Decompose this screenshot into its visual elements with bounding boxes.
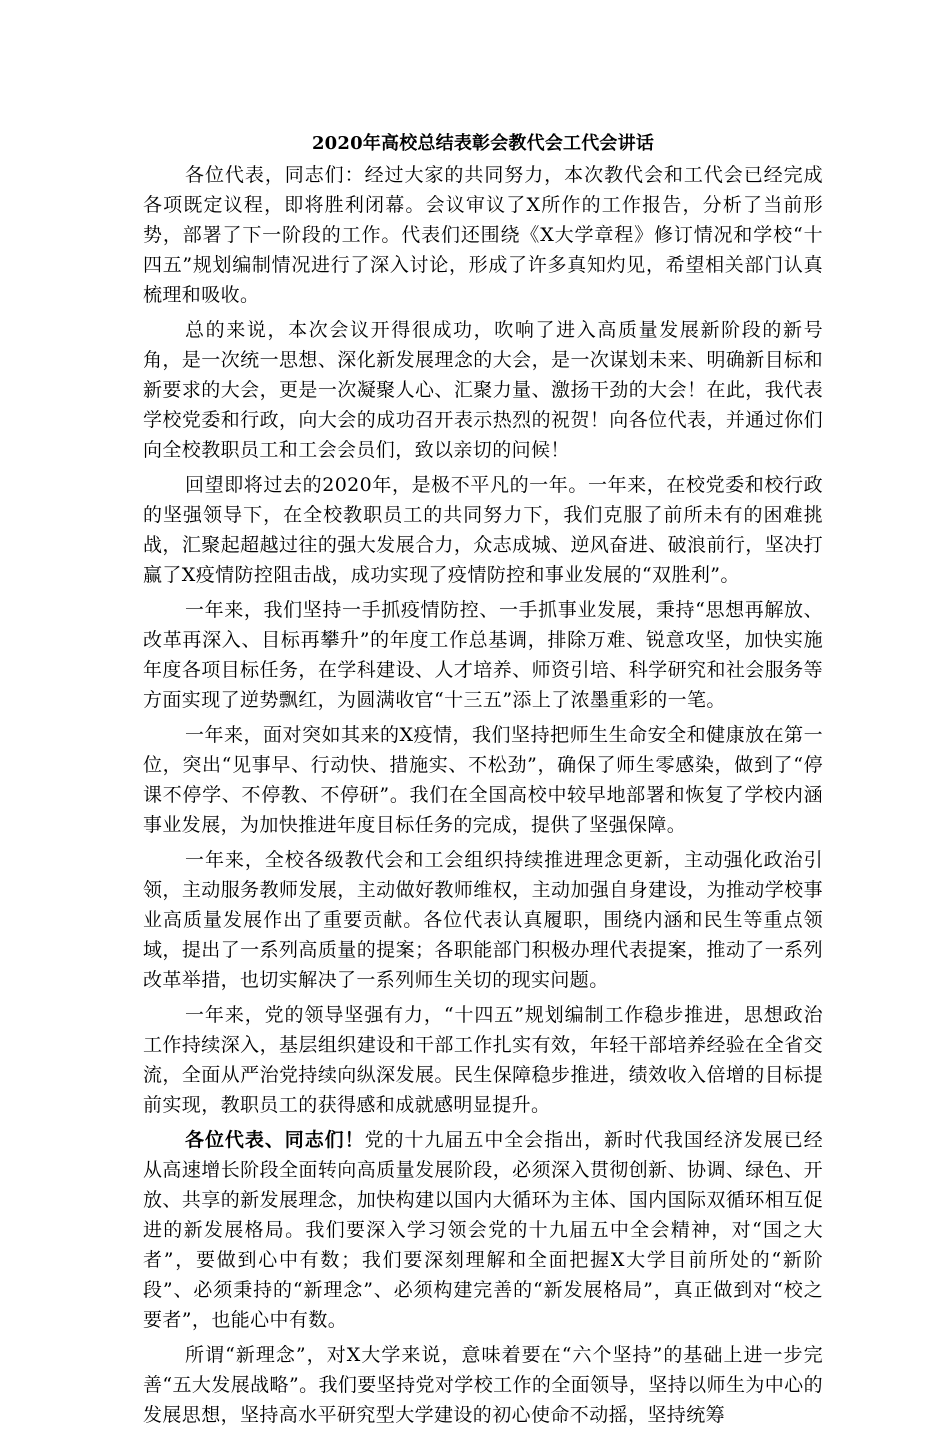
- paragraph-lead-bold: 各位代表、同志们！: [185, 1129, 365, 1151]
- paragraph: [143, 470, 823, 590]
- paragraph: [143, 1340, 823, 1430]
- paragraph-text: 回望即将过去的2020年，是极不平凡的一年。一年来，在校党委和校行政的坚强领导下，在全校教职员工的共同努力下，我们克服了前所未有的困难挑战，汇聚起超越过往的强大发展合力，众志成城、逆风奋进、破浪前行，坚决打赢了X疫情防控阻击战，成功实现了疫情防控和事业发展的“双胜利”。: [143, 474, 823, 586]
- paragraph: [143, 845, 823, 995]
- document-title: 2020年高校总结表彰会教代会工代会讲话: [311, 133, 655, 154]
- paragraph-text: 一年来，我们坚持一手抓疫情防控、一手抓事业发展，秉持“思想再解放、改革再深入、目标再攀升”的年度工作总基调，排除万难、锐意攻坚，加快实施年度各项目标任务，在学科建设、人才培养、师资引培、科学研究和社会服务等方面实现了逆势飘红，为圆满收官“十三五”添上了浓墨重彩的一笔。: [143, 599, 823, 711]
- paragraph: [143, 720, 823, 840]
- paragraph-text: 一年来，党的领导坚强有力，“十四五”规划编制工作稳步推进，思想政治工作持续深入，基层组织建设和干部工作扎实有效，年轻干部培养经验在全省交流，全面从严治党持续向纵深发展。民生保障稳步推进，绩效收入倍增的目标提前实现，教职员工的获得感和成就感明显提升。: [143, 1004, 823, 1116]
- paragraph: [143, 160, 823, 310]
- paragraph-text: 所谓“新理念”，对X大学来说，意味着要在“六个坚持”的基础上进一步完善“五大发展战略”。我们要坚持党对学校工作的全面领导，坚持以师生为中心的发展思想，坚持高水平研究型大学建设的初心使命不动摇，坚持统筹: [143, 1344, 823, 1426]
- paragraph-text: 一年来，全校各级教代会和工会组织持续推进理念更新，主动强化政治引领，主动服务教师发展，主动做好教师维权，主动加强自身建设，为推动学校事业高质量发展作出了重要贡献。各位代表认真履职，围绕内涵和民生等重点领域，提出了一系列高质量的提案；各职能部门积极办理代表提案，推动了一系列改革举措，也切实解决了一系列师生关切的现实问题。: [143, 849, 823, 991]
- paragraph-text: 各位代表，同志们：经过大家的共同努力，本次教代会和工代会已经完成各项既定议程，即将胜利闭幕。会议审议了X所作的工作报告，分析了当前形势，部署了下一阶段的工作。代表们还围绕《X大学章程》修订情况和学校“十四五”规划编制情况进行了深入讨论，形成了许多真知灼见，希望相关部门认真梳理和吸收。: [143, 164, 823, 306]
- paragraph: [143, 1000, 823, 1120]
- paragraph-text: 一年来，面对突如其来的X疫情，我们坚持把师生生命安全和健康放在第一位，突出“见事早、行动快、措施实、不松劲”，确保了师生零感染，做到了“停课不停学、不停教、不停研”。我们在全国高校中较早地部署和恢复了学校内涵事业发展，为加快推进年度目标任务的完成，提供了坚强保障。: [143, 724, 823, 836]
- paragraph: [143, 595, 823, 715]
- paragraph: [143, 315, 823, 465]
- paragraph: [143, 1125, 823, 1335]
- document-body: [143, 128, 823, 1435]
- paragraph-text: 党的十九届五中全会指出，新时代我国经济发展已经从高速增长阶段全面转向高质量发展阶段，必须深入贯彻创新、协调、绿色、开放、共享的新发展理念，加快构建以国内大循环为主体、国内国际双循环相互促进的新发展格局。我们要深入学习领会党的十九届五中全会精神，对“国之大者”，要做到心中有数；我们要深刻理解和全面把握X大学目前所处的“新阶段”、必须秉持的“新理念”、必须构建完善的“新发展格局”，真正做到对“校之要者”，也能心中有数。: [143, 1129, 823, 1331]
- paragraph-text: 总的来说，本次会议开得很成功，吹响了进入高质量发展新阶段的新号角，是一次统一思想、深化新发展理念的大会，是一次谋划未来、明确新目标和新要求的大会，更是一次凝聚人心、汇聚力量、激扬干劲的大会！在此，我代表学校党委和行政，向大会的成功召开表示热烈的祝贺！向各位代表，并通过你们向全校教职员工和工会会员们，致以亲切的问候！: [143, 319, 823, 461]
